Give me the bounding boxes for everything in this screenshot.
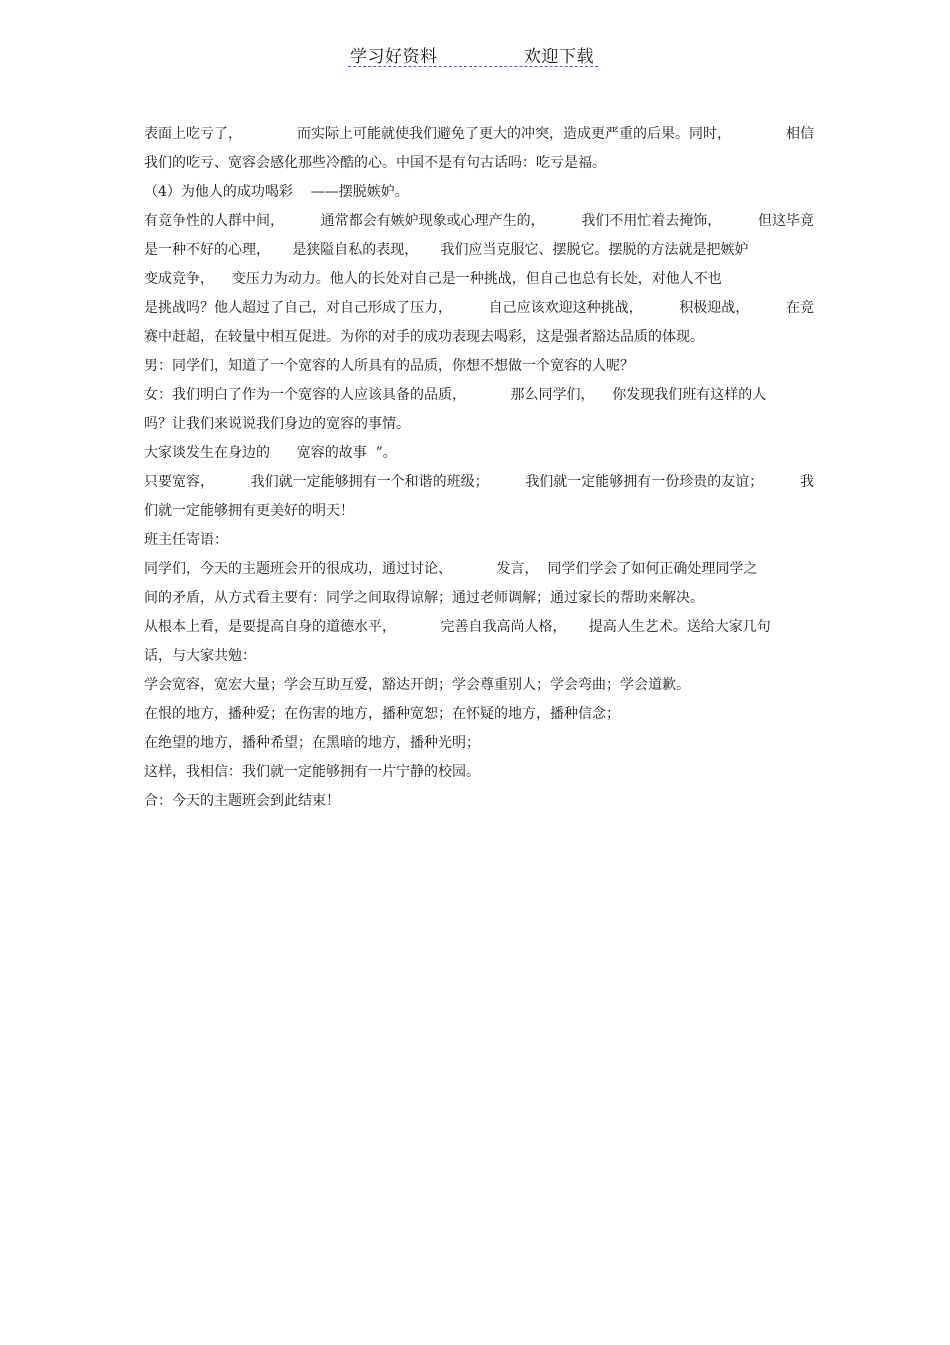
text-segment: 吗？让我们来说说我们身边的宽容的事情。 (144, 416, 410, 432)
text-segment: 们就一定能够拥有更美好的明天！ (144, 503, 354, 519)
text-segment: 女：我们明白了作为一个宽容的人应该具备的品质， 那么同学们， 你发现我们班有这样的人 (144, 387, 767, 403)
text-segment: 班主任寄语： (144, 532, 228, 548)
header-right-text: 欢迎下载 (524, 47, 594, 67)
text-segment: 我们不用忙着去掩饰， (581, 213, 722, 229)
text-line (144, 700, 814, 729)
text-segment: 我们就一定能够拥有一个和谐的班级； (250, 474, 489, 490)
text-line (144, 178, 814, 207)
text-segment: 但这毕竟 (757, 213, 814, 229)
text-line (144, 758, 814, 787)
text-segment: 我们就一定能够拥有一份珍贵的友谊； (525, 474, 764, 490)
text-segment: 同学们，今天的主题班会开的很成功，通过讨论、 发言， 同学们学会了如何正确处理同学之 (144, 561, 758, 577)
header-left-text: 学习好资料 (350, 47, 438, 67)
text-segment: 间的矛盾，从方式看主要有：同学之间取得谅解；通过老师调解；通过家长的帮助来解决。 (144, 590, 704, 606)
text-line (144, 642, 814, 671)
text-line (144, 439, 814, 468)
text-line (144, 120, 814, 149)
text-line (144, 236, 814, 265)
text-segment: 自己应该欢迎这种挑战， (488, 300, 643, 316)
document-body (144, 120, 814, 816)
text-segment: 大家谈发生在身边的 宽容的故事 ”。 (144, 445, 397, 461)
text-line (144, 149, 814, 178)
text-line (144, 294, 814, 323)
text-segment: 男：同学们，知道了一个宽容的人所具有的品质，你想不想做一个宽容的人呢？ (144, 358, 634, 374)
text-segment: 表面上吃亏了， (144, 126, 242, 142)
text-segment: 积极迎战， (679, 300, 750, 316)
text-segment: 相信 (786, 126, 814, 142)
text-line (144, 613, 814, 642)
text-segment: 从根本上看，是要提高自身的道德水平， 完善自我高尚人格， 提高人生艺术。送给大家几句 (144, 619, 771, 635)
text-line (144, 671, 814, 700)
text-segment: 通常都会有嫉妒现象或心理产生的， (320, 213, 545, 229)
text-segment: 在竞 (785, 300, 814, 316)
text-segment: 话，与大家共勉： (144, 648, 256, 664)
text-line (144, 584, 814, 613)
text-segment: 是一种不好的心理， 是狭隘自私的表现， 我们应当克服它、摆脱它。摆脱的方法就是把嫉妒 (144, 242, 749, 258)
text-line (144, 729, 814, 758)
text-line (144, 207, 814, 236)
text-line (144, 555, 814, 584)
text-line (144, 381, 814, 410)
text-segment: （4）为他人的成功喝彩 ——摆脱嫉妒。 (144, 184, 409, 200)
text-line (144, 265, 814, 294)
text-segment: 合：今天的主题班会到此结束！ (144, 793, 340, 809)
text-line (144, 352, 814, 381)
text-line (144, 410, 814, 439)
text-line (144, 526, 814, 555)
text-segment: 是挑战吗？他人超过了自己，对自己形成了压力， (144, 300, 452, 316)
text-segment: 有竞争性的人群中间， (144, 213, 284, 229)
text-line (144, 468, 814, 497)
text-line (144, 787, 814, 816)
text-line (144, 323, 814, 352)
text-segment: 赛中赶超，在较量中相互促进。为你的对手的成功表现去喝彩，这是强者豁达品质的体现。 (144, 329, 704, 345)
text-segment: 我们的吃亏、宽容会感化那些冷酷的心。中国不是有句古话吗：吃亏是福。 (144, 155, 606, 171)
text-segment: 在绝望的地方，播种希望；在黑暗的地方，播种光明； (144, 735, 480, 751)
text-segment: 在恨的地方，播种爱；在伤害的地方，播种宽恕；在怀疑的地方，播种信念； (144, 706, 620, 722)
text-segment: 而实际上可能就使我们避免了更大的冲突，造成更严重的后果。同时， (297, 126, 731, 142)
text-segment: 只要宽容， (144, 474, 214, 490)
text-segment: 学会宽容，宽宏大量；学会互助互爱，豁达开朗；学会尊重别人；学会弯曲；学会道歉。 (144, 677, 690, 693)
text-segment: 我 (799, 474, 814, 490)
page-header (348, 40, 598, 67)
text-line (144, 497, 814, 526)
text-segment: 变成竞争， 变压力为动力。他人的长处对自己是一种挑战，但自己也总有长处，对他人不也 (144, 271, 722, 287)
text-segment: 这样，我相信：我们就一定能够拥有一片宁静的校园。 (144, 764, 480, 780)
